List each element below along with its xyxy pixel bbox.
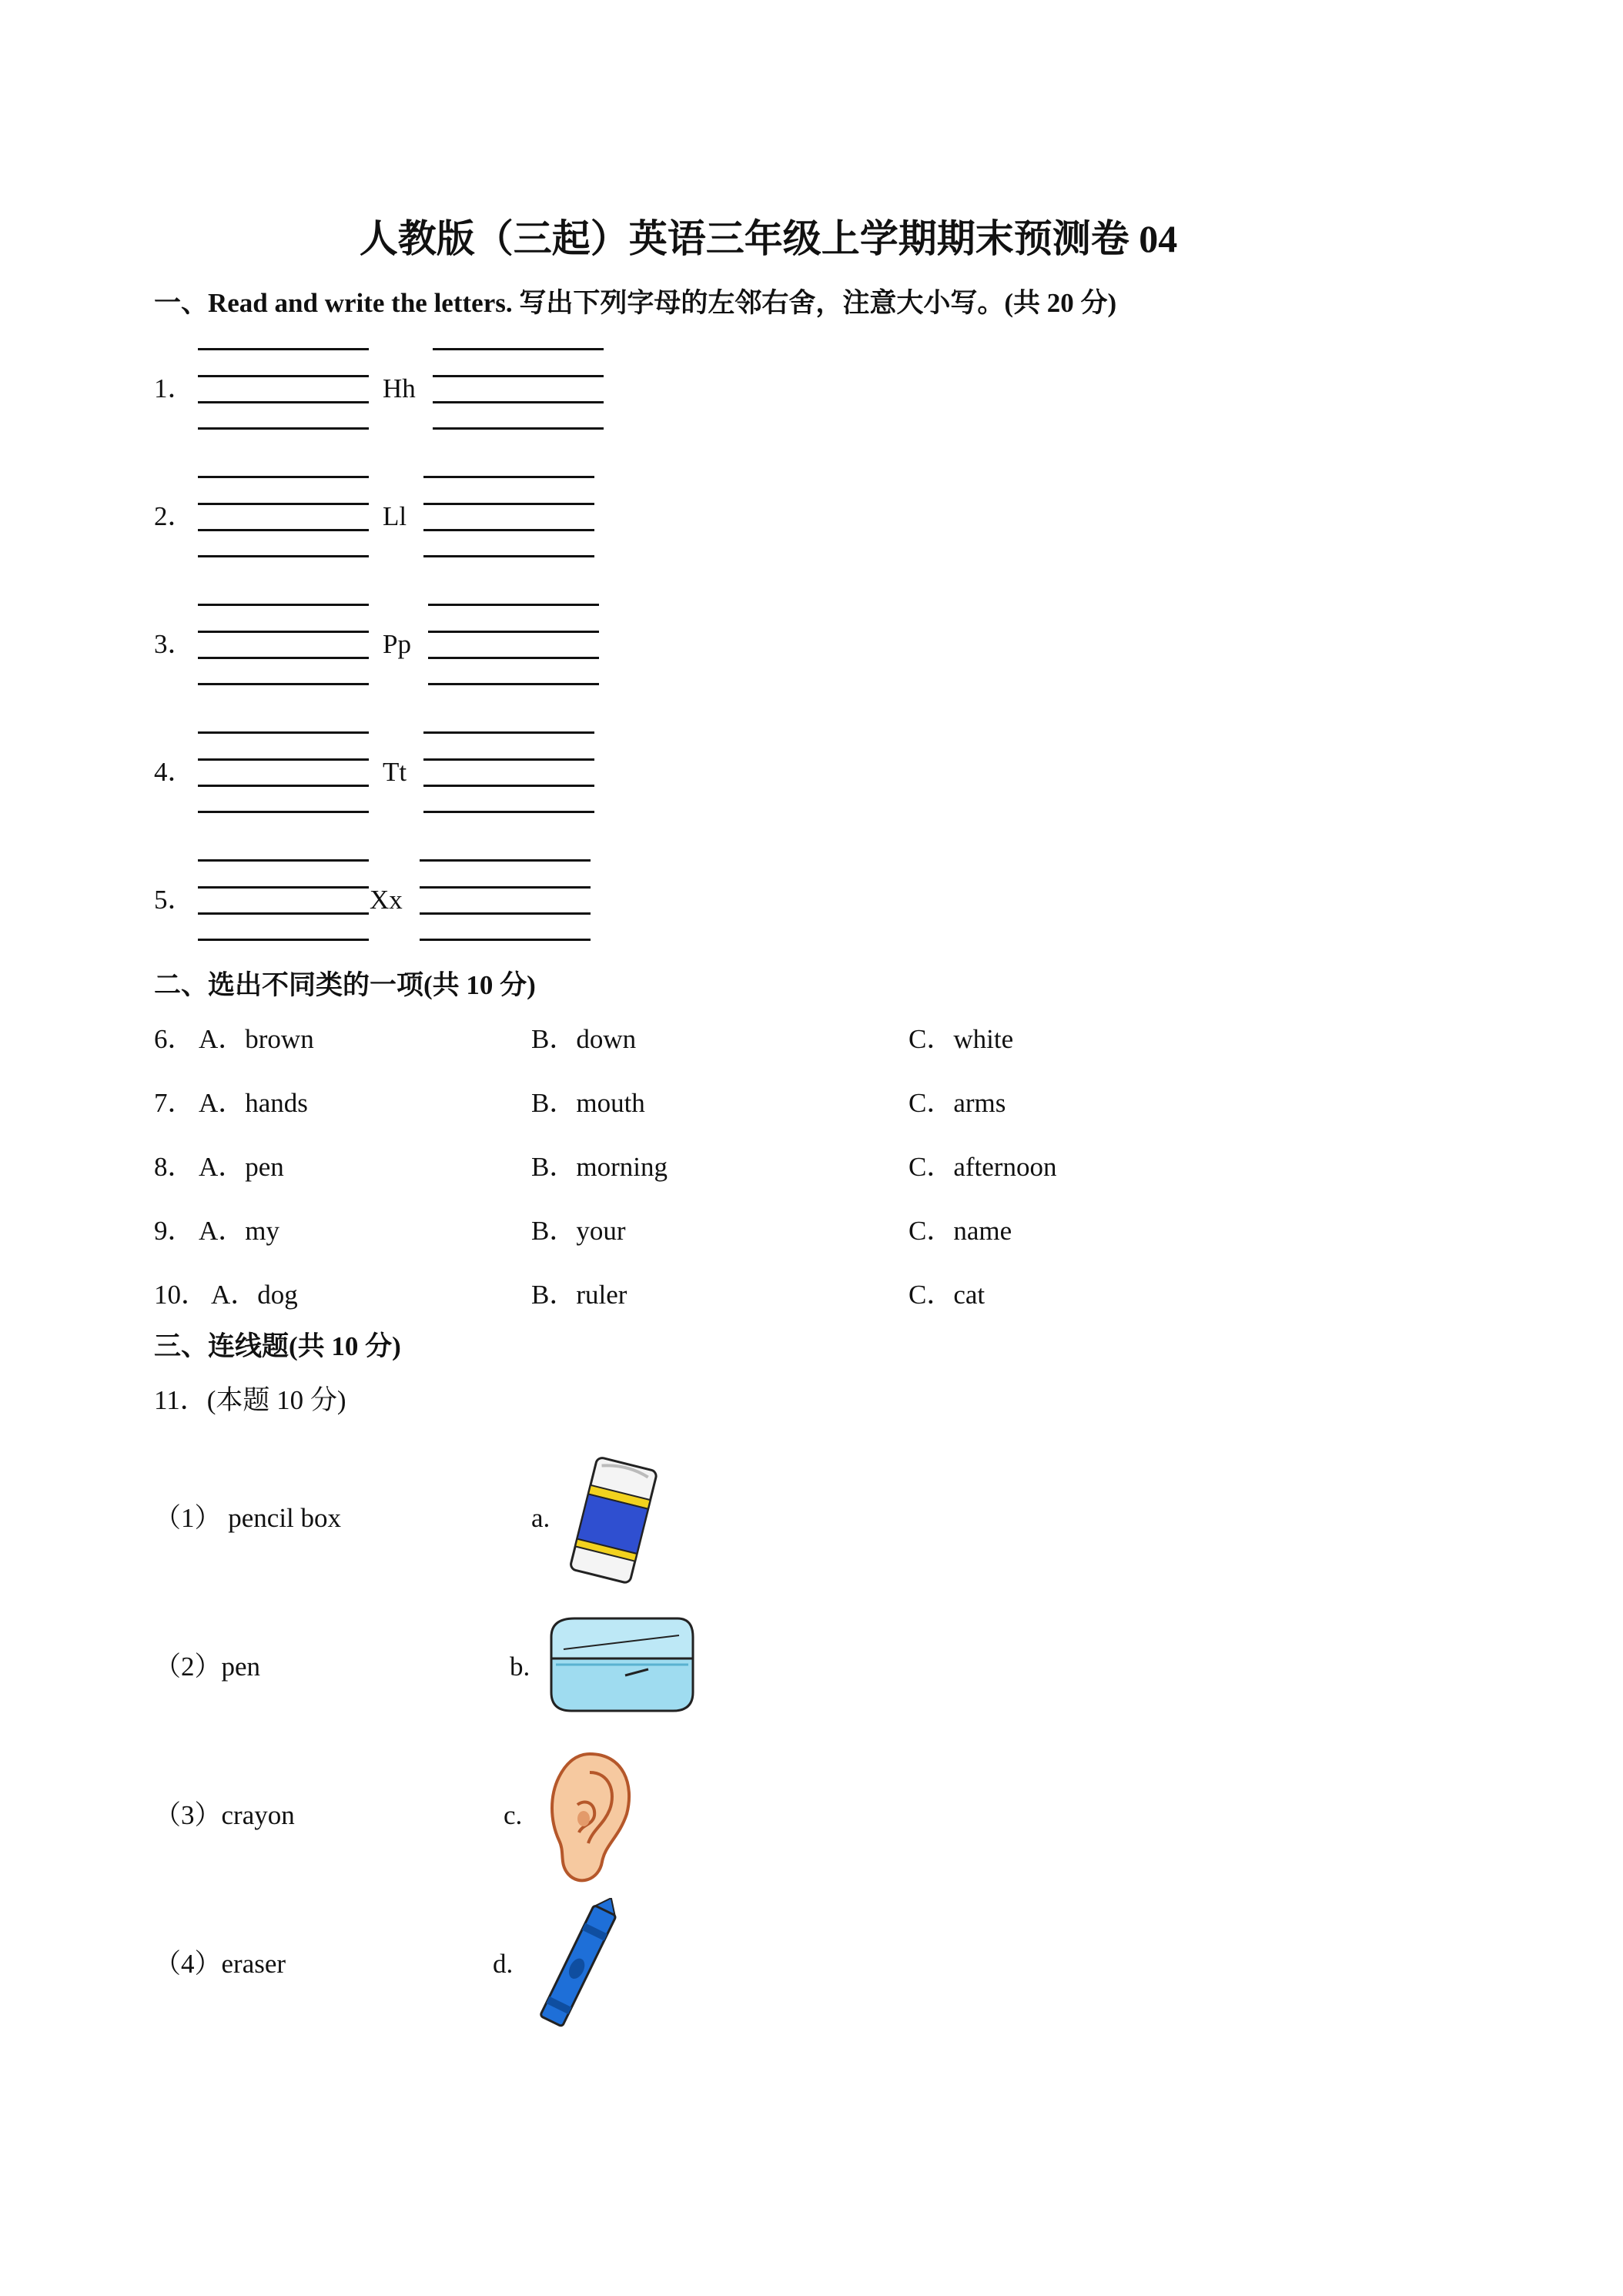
answer-line[interactable] — [423, 555, 594, 557]
option-b[interactable]: B．morning — [531, 1152, 668, 1182]
option-c[interactable]: C．white — [909, 1024, 1014, 1054]
answer-line[interactable] — [423, 503, 594, 505]
item-number: 2． — [154, 501, 195, 531]
center-letter: Pp — [383, 629, 411, 659]
answer-line[interactable] — [198, 631, 369, 633]
center-letter: Ll — [383, 501, 407, 531]
section-2-heading: 二、选出不同类的一项(共 10 分) — [154, 970, 536, 1000]
answer-line[interactable] — [198, 401, 369, 403]
answer-line[interactable] — [423, 758, 594, 761]
answer-line[interactable] — [423, 476, 594, 478]
item-number: 1． — [154, 373, 195, 403]
page-title: 人教版（三起）英语三年级上学期期末预测卷 04 — [359, 217, 1178, 260]
center-letter: Xx — [370, 885, 403, 915]
answer-line[interactable] — [423, 731, 594, 734]
answer-line[interactable] — [198, 731, 369, 734]
answer-line[interactable] — [198, 785, 369, 787]
answer-line[interactable] — [198, 859, 369, 862]
item-number: 3． — [154, 629, 195, 659]
answer-line[interactable] — [198, 758, 369, 761]
item-number: 5． — [154, 885, 195, 915]
answer-line[interactable] — [428, 657, 599, 659]
answer-line[interactable] — [198, 683, 369, 685]
crayon-picture[interactable] — [531, 1898, 624, 2037]
question-number: 6． — [154, 1024, 195, 1054]
option-b[interactable]: B．ruler — [531, 1280, 627, 1310]
option-c[interactable]: C．cat — [909, 1280, 986, 1310]
item-number: 4． — [154, 757, 195, 787]
answer-line[interactable] — [433, 401, 604, 403]
match-letter-b: b. — [510, 1652, 530, 1682]
answer-line[interactable] — [420, 912, 591, 915]
ear-picture[interactable] — [539, 1745, 639, 1891]
match-word-1[interactable]: （1） pencil box — [154, 1503, 342, 1533]
option-a[interactable]: A．hands — [199, 1088, 308, 1118]
option-c[interactable]: C．afternoon — [909, 1152, 1057, 1182]
answer-line[interactable] — [198, 529, 369, 531]
option-a[interactable]: A．my — [199, 1216, 280, 1246]
question-number: 8． — [154, 1152, 195, 1182]
answer-line[interactable] — [433, 348, 604, 350]
answer-line[interactable] — [198, 375, 369, 377]
question-number: 9． — [154, 1216, 195, 1246]
section-3-heading: 三、连线题(共 10 分) — [154, 1331, 401, 1361]
center-letter: Hh — [383, 373, 416, 403]
option-a[interactable]: A．brown — [199, 1024, 314, 1054]
answer-line[interactable] — [428, 631, 599, 633]
answer-line[interactable] — [198, 348, 369, 350]
answer-line[interactable] — [198, 657, 369, 659]
answer-line[interactable] — [420, 886, 591, 889]
section-1-heading: 一、Read and write the letters. 写出下列字母的左邻右舍，注意大小写。(共 20 分) — [154, 288, 1117, 318]
answer-line[interactable] — [198, 604, 369, 606]
match-word-4[interactable]: （4）eraser — [154, 1949, 286, 1979]
match-word-3[interactable]: （3）crayon — [154, 1800, 295, 1830]
answer-line[interactable] — [420, 859, 591, 862]
answer-line[interactable] — [433, 427, 604, 430]
option-c[interactable]: C．arms — [909, 1088, 1006, 1118]
center-letter: Tt — [383, 757, 407, 787]
question-11-label: 11．(本题 10 分) — [154, 1385, 346, 1415]
answer-line[interactable] — [198, 912, 369, 915]
answer-line[interactable] — [433, 375, 604, 377]
answer-line[interactable] — [428, 604, 599, 606]
option-b[interactable]: B．mouth — [531, 1088, 645, 1118]
question-number: 7． — [154, 1088, 195, 1118]
answer-line[interactable] — [198, 811, 369, 813]
answer-line[interactable] — [423, 785, 594, 787]
option-b[interactable]: B．down — [531, 1024, 637, 1054]
eraser-picture[interactable] — [562, 1448, 670, 1586]
match-word-2[interactable]: （2）pen — [154, 1652, 261, 1682]
answer-line[interactable] — [198, 555, 369, 557]
option-a[interactable]: A．pen — [199, 1152, 284, 1182]
pencil-box-picture[interactable] — [540, 1603, 701, 1726]
answer-line[interactable] — [198, 503, 369, 505]
option-a[interactable]: A．dog — [211, 1280, 298, 1310]
option-b[interactable]: B．your — [531, 1216, 626, 1246]
option-c[interactable]: C．name — [909, 1216, 1012, 1246]
answer-line[interactable] — [198, 427, 369, 430]
question-number: 10． — [154, 1280, 209, 1310]
match-letter-a: a. — [531, 1503, 550, 1533]
match-letter-d: d. — [493, 1949, 514, 1979]
answer-line[interactable] — [423, 529, 594, 531]
answer-line[interactable] — [198, 939, 369, 941]
answer-line[interactable] — [198, 476, 369, 478]
answer-line[interactable] — [198, 886, 369, 889]
answer-line[interactable] — [423, 811, 594, 813]
answer-line[interactable] — [420, 939, 591, 941]
answer-line[interactable] — [428, 683, 599, 685]
match-letter-c: c. — [504, 1800, 523, 1830]
